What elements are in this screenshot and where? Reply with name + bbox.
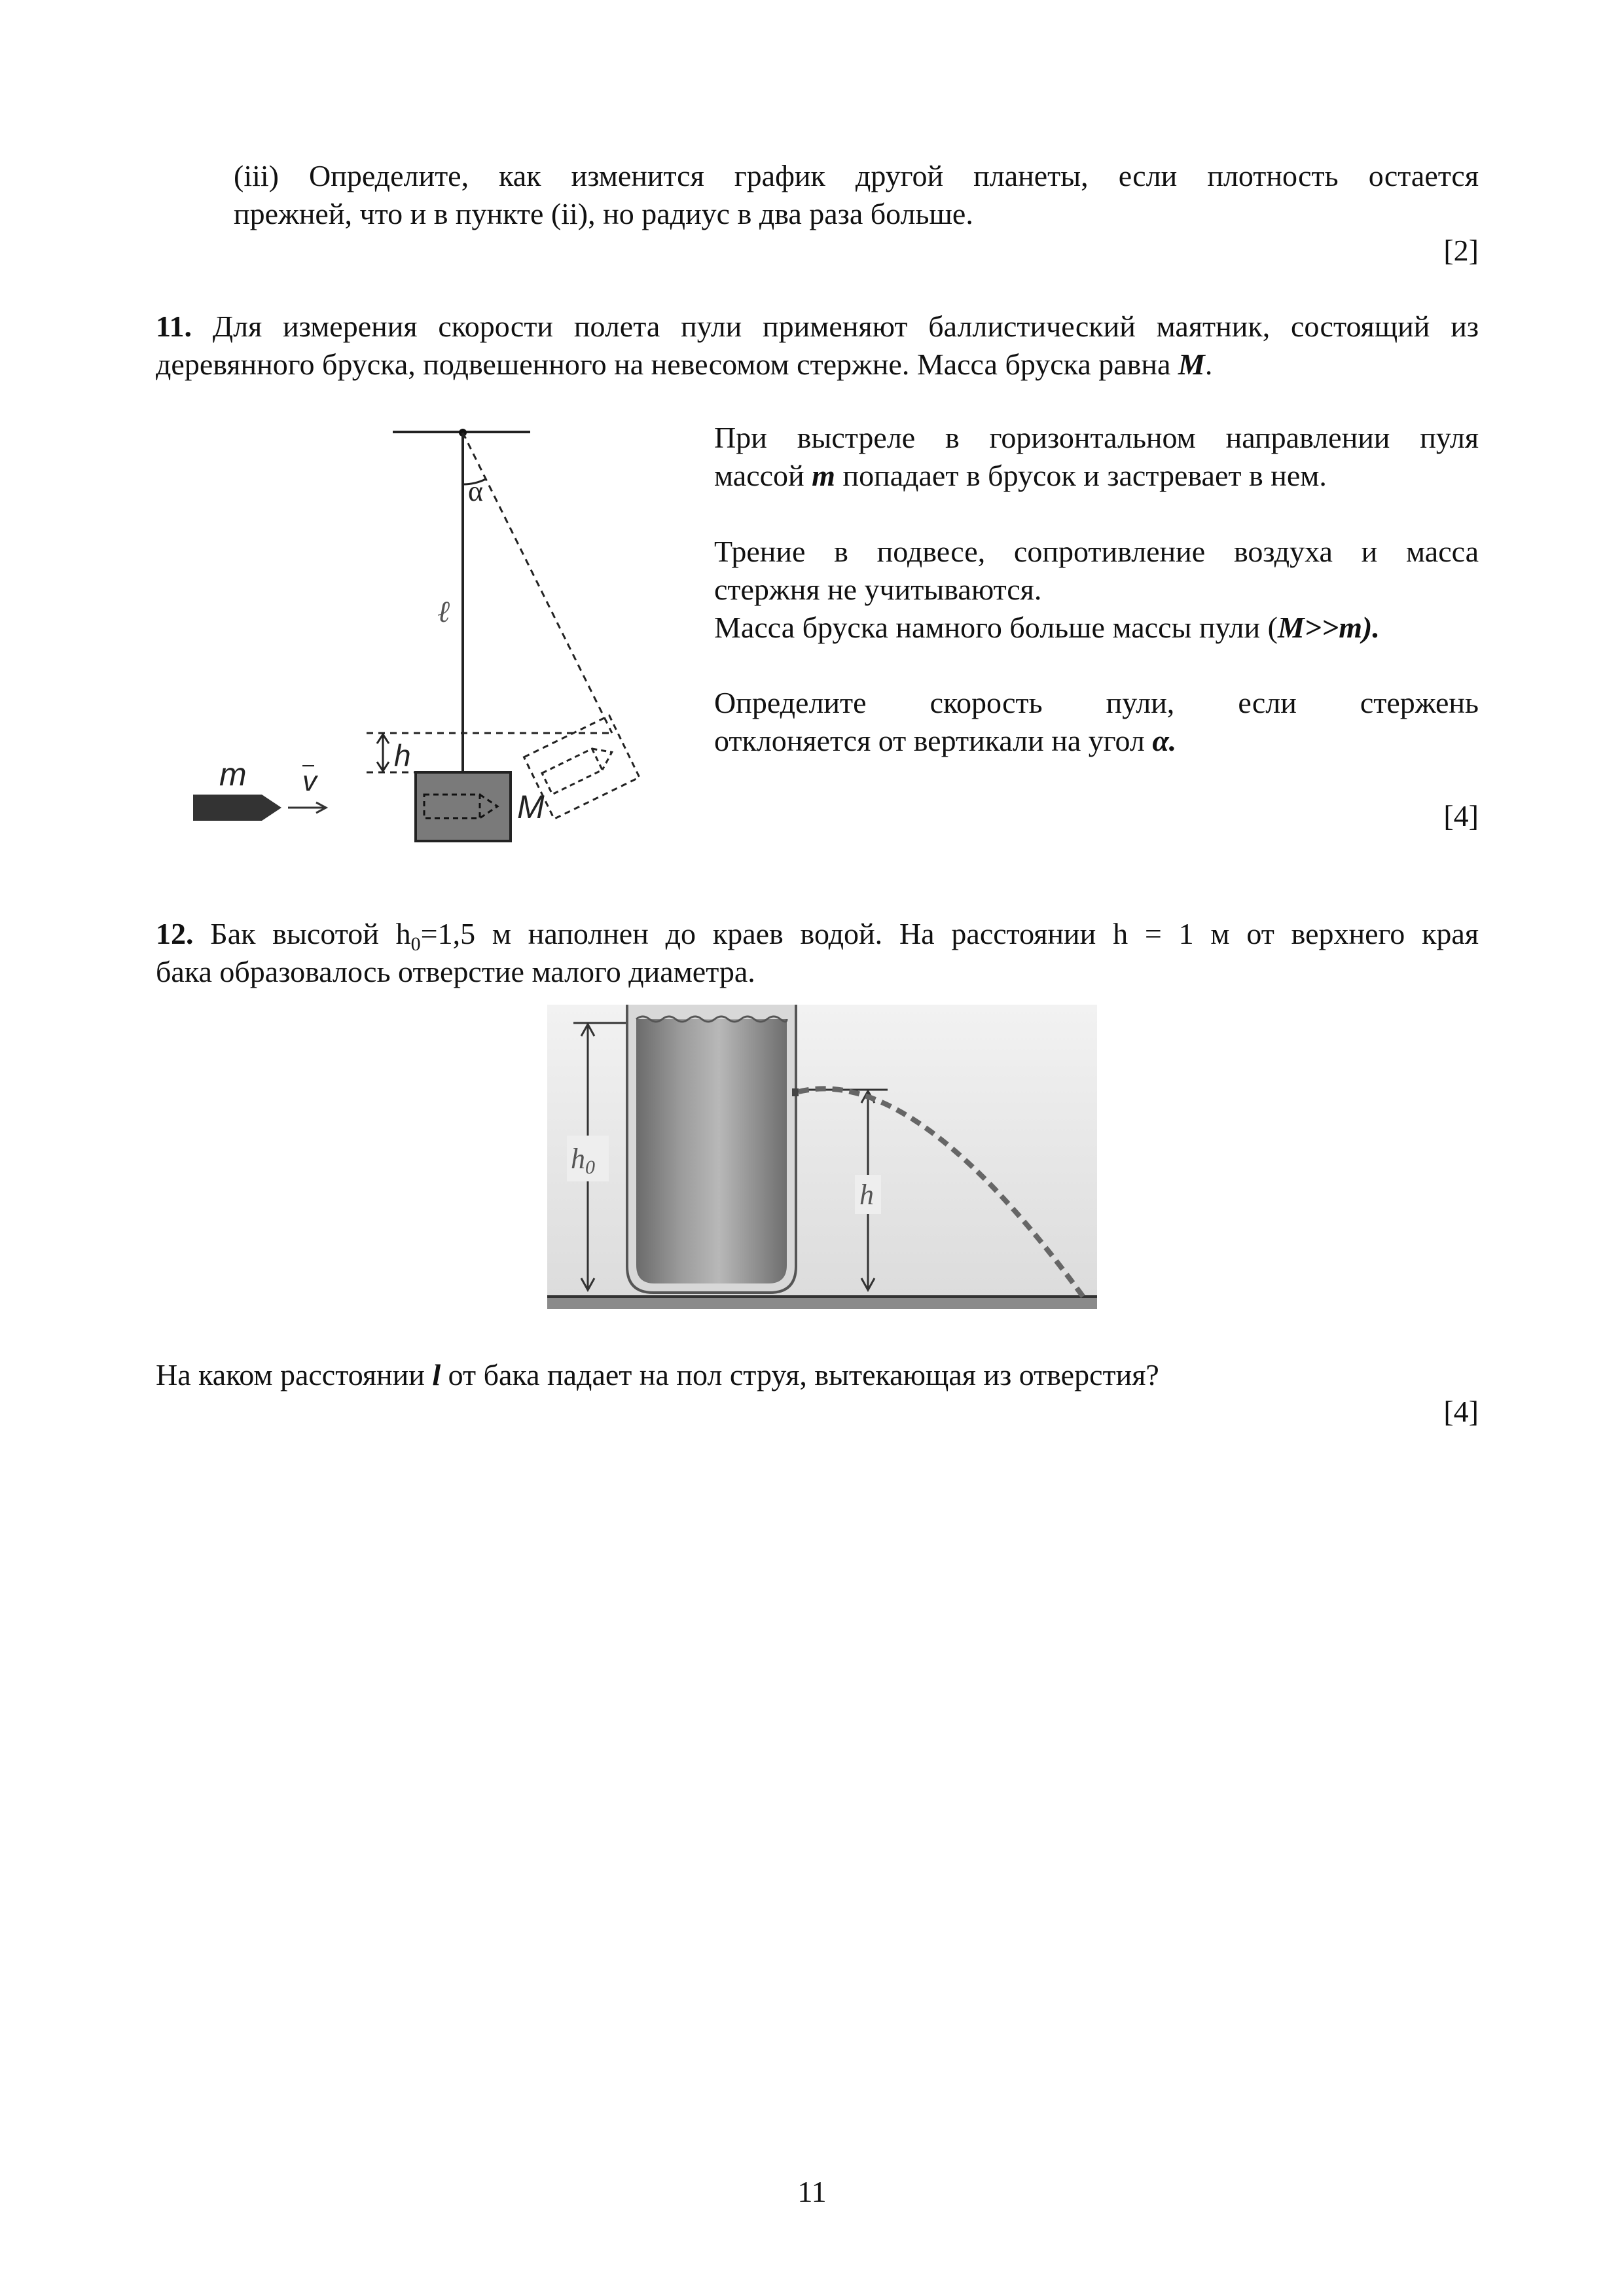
q11-right-p1-l2-b: попадает в брусок и застревает в нем. <box>835 459 1327 492</box>
q11-right-p3-l1: Определите скорость пули, если стержень <box>714 686 1479 719</box>
bullet-tip <box>262 795 281 821</box>
h0-label: h0 <box>571 1143 595 1178</box>
h-label: h <box>859 1179 874 1211</box>
q11-line2-text: деревянного бруска, подвешенного на невесомом стержне. Масса бруска равна <box>156 348 1178 381</box>
bullet-body <box>193 795 262 821</box>
q11-right-p1-l2-a: массой <box>714 459 812 492</box>
q11-mass-symbol: M <box>1178 348 1205 381</box>
q11-mass-relation: M>>m). <box>1277 611 1380 644</box>
q12-line1-a: Бак высотой h <box>193 917 411 950</box>
q11-number: 11. <box>156 310 192 343</box>
q12-number: 12. <box>156 917 194 950</box>
tank-water <box>636 1019 787 1283</box>
q11-right-p1-l1: При выстреле в горизонтальном направлении пуля <box>714 421 1479 454</box>
tank-hole <box>792 1088 799 1096</box>
q11-right-p2-l1: Трение в подвесе, сопротивление воздуха и масса <box>714 535 1479 568</box>
q11-right-p3-l2 <box>714 722 1479 760</box>
q11-line2 <box>156 346 1479 384</box>
rod-length-label: ℓ <box>437 595 450 628</box>
q11-line1-text: Для измерения скорости полета пули применяют баллистический маятник, состоящий из <box>212 310 1479 343</box>
q11-right-p2-l3-a: Масса бруска намного больше массы пули ( <box>714 611 1278 644</box>
q11-right-p1-l2 <box>714 457 1479 495</box>
alpha-label: α <box>468 475 484 507</box>
q12-line1-sub: 0 <box>410 933 421 956</box>
bullet-mass-label: m <box>219 756 247 793</box>
part-iii-line2: прежней, что и в пункте (ii), но радиус в два раза больше. <box>234 197 973 230</box>
part-iii-marks: [2] <box>1443 234 1479 267</box>
q12-line2: бака образовалось отверстие малого диаметра. <box>156 955 755 988</box>
q12-marks: [4] <box>1443 1395 1479 1428</box>
block-mass-label: M <box>517 789 545 825</box>
q11-marks: [4] <box>1443 799 1479 833</box>
deflected-rod <box>463 433 612 733</box>
q12-distance-symbol: l <box>432 1358 441 1391</box>
q12-question <box>156 1356 1479 1394</box>
velocity-label: v <box>302 765 317 797</box>
part-iii-line1: (iii) Определите, как изменится график другой планеты, если плотность остается <box>234 159 1479 192</box>
q11-right-p2-l2: стержня не учитываются. <box>714 573 1042 606</box>
height-label: h <box>394 738 411 772</box>
q11-angle-symbol: α. <box>1152 724 1177 757</box>
q11-right-p2-l3 <box>714 609 1479 647</box>
water-tank-figure <box>547 1005 1097 1345</box>
q11-bullet-mass-symbol: m <box>812 459 835 492</box>
q11-right-p3-l2-a: отклоняется от вертикали на угол <box>714 724 1153 757</box>
q11-line2-end: . <box>1204 348 1213 381</box>
page-number: 11 <box>797 2175 827 2208</box>
q12-line1-b: =1,5 м наполнен до краев водой. На расстоянии h = 1 м от верхнего края <box>420 917 1479 950</box>
q11-line1 <box>156 308 1479 346</box>
ballistic-pendulum-figure <box>183 419 720 851</box>
q12-question-a: На каком расстоянии <box>156 1358 433 1391</box>
q12-question-b: от бака падает на пол струя, вытекающая из отверстия? <box>441 1358 1159 1391</box>
